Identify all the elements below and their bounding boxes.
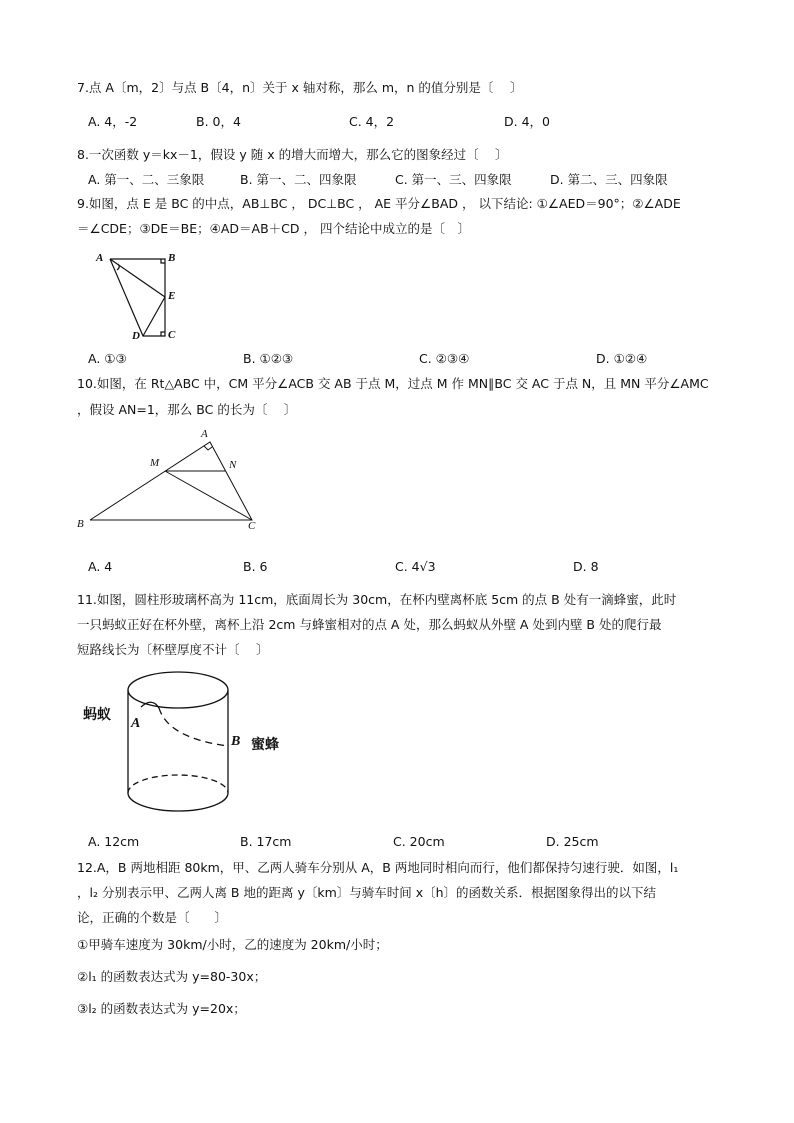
q12-stem-line-2: ，l₂ 分别表示甲、乙两人离 B 地的距离 y〔km〕与骑车时间 x〔h〕的函数关系．根据图象得出的以下结 — [77, 885, 657, 900]
q7-option-c[interactable]: C. 4，2 — [349, 114, 395, 129]
q9-stem-line-1: 9.如图，点 E 是 BC 的中点，AB⊥BC ， DC⊥BC ， AE 平分∠BAD ， 以下结论: ①∠AED＝90°；②∠ADE — [77, 196, 681, 211]
q10-stem-line-1: 10.如图，在 Rt△ABC 中，CM 平分∠ACB 交 AB 于点 M，过点 M 作 MN∥BC 交 AC 于点 N，且 MN 平分∠AMC — [77, 376, 709, 391]
q12-item-3: ③l₂ 的函数表达式为 y=20x； — [77, 1001, 246, 1016]
q11-label-a: A — [131, 716, 141, 731]
q9-stem-line-2: ＝∠CDE；③DE＝BE；④AD＝AB＋CD ， 四个结论中成立的是〔 〕 — [77, 221, 470, 236]
q9-option-c[interactable]: C. ②③④ — [419, 351, 470, 366]
q11-option-a[interactable]: A. 12cm — [88, 834, 140, 849]
q9-option-d[interactable]: D. ①②④ — [596, 351, 648, 366]
q8-option-c[interactable]: C. 第一、三、四象限 — [395, 172, 512, 187]
q10-option-c[interactable]: C. 4√3 — [395, 559, 436, 574]
q7-option-b[interactable]: B. 0，4 — [196, 114, 241, 129]
q7-option-a[interactable]: A. 4，-2 — [88, 114, 138, 129]
q12-item-2: ②l₁ 的函数表达式为 y=80-30x； — [77, 969, 267, 984]
q11-option-b[interactable]: B. 17cm — [240, 834, 292, 849]
q9-label-d: D — [132, 330, 140, 342]
q10-stem-line-2: ，假设 AN=1，那么 BC 的长为〔 〕 — [77, 402, 297, 417]
q12-stem-line-1: 12.A，B 两地相距 80km，甲、乙两人骑车分别从 A，B 两地同时相向而行，他们都保持匀速行驶．如图，l₁ — [77, 860, 679, 875]
q8-option-a[interactable]: A. 第一、二、三象限 — [88, 172, 205, 187]
q11-label-bee: 蜜蜂 — [251, 737, 279, 753]
q11-option-d[interactable]: D. 25cm — [546, 834, 599, 849]
q11-stem-line-1: 11.如图，圆柱形玻璃杯高为 11cm，底面周长为 30cm，在杯内壁离杯底 5cm 的点 B 处有一滴蜂蜜，此时 — [77, 592, 677, 607]
q11-label-b: B — [231, 734, 241, 749]
q9-label-e: E — [168, 290, 176, 302]
q8-option-d[interactable]: D. 第二、三、四象限 — [550, 172, 668, 187]
q8-option-b[interactable]: B. 第一、二、四象限 — [240, 172, 357, 187]
q10-option-a[interactable]: A. 4 — [88, 559, 113, 574]
q9-option-a[interactable]: A. ①③ — [88, 351, 127, 366]
q9-option-b[interactable]: B. ①②③ — [243, 351, 294, 366]
q10-option-b[interactable]: B. 6 — [243, 559, 268, 574]
q9-label-c: C — [168, 329, 176, 341]
q9-label-b: B — [168, 252, 176, 264]
q11-stem-line-2: 一只蚂蚁正好在杯外壁，离杯上沿 2cm 与蜂蜜相对的点 A 处，那么蚂蚁从外壁 A 处到内壁 B 处的爬行最 — [77, 617, 662, 632]
q10-label-m: M — [150, 457, 160, 469]
q7-option-d[interactable]: D. 4，0 — [504, 114, 550, 129]
q11-label-ant: 蚂蚁 — [83, 707, 111, 723]
q8-stem: 8.一次函数 y＝kx－1，假设 y 随 x 的增大而增大，那么它的图象经过〔 〕 — [77, 147, 508, 162]
q10-label-b: B — [77, 518, 84, 530]
q10-label-n: N — [229, 459, 237, 471]
q9-label-a: A — [96, 252, 104, 264]
q12-item-1: ①甲骑车速度为 30km/小时，乙的速度为 20km/小时； — [77, 937, 388, 952]
q12-stem-line-3: 论，正确的个数是〔 〕 — [77, 910, 228, 925]
q11-option-c[interactable]: C. 20cm — [393, 834, 445, 849]
q10-label-a: A — [201, 428, 208, 440]
q10-option-d[interactable]: D. 8 — [573, 559, 599, 574]
q7-stem: 7.点 A〔m，2〕与点 B〔4，n〕关于 x 轴对称，那么 m，n 的值分别是〔 〕 — [77, 80, 523, 95]
q10-label-c: C — [248, 520, 256, 532]
q11-stem-line-3: 短路线长为〔杯壁厚度不计〔 〕 — [77, 642, 269, 657]
